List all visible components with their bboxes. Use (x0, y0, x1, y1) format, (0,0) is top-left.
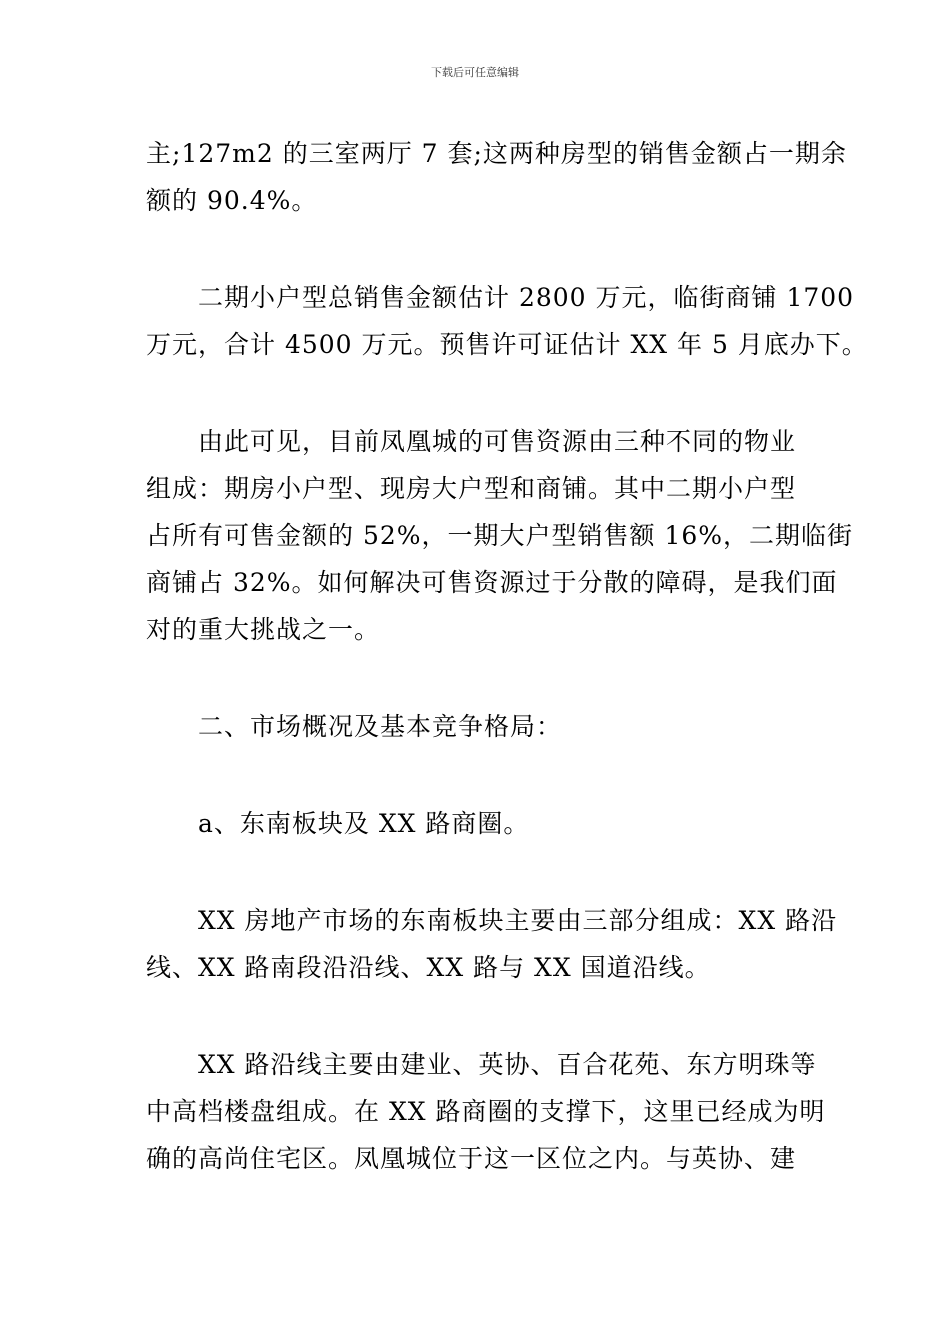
paragraph-7 (146, 1041, 826, 1182)
page-header: 下载后可任意编辑 (431, 66, 519, 79)
paragraph-line: 对的重大挑战之一。 (146, 615, 381, 644)
paragraph-3 (146, 418, 854, 653)
paragraph-line: 中高档楼盘组成。在 XX 路商圈的支撑下，这里已经成为明 (146, 1097, 826, 1126)
paragraph-line: XX 房地产市场的东南板块主要由三部分组成：XX 路沿 (198, 906, 838, 935)
paragraph-6 (146, 897, 838, 991)
paragraph-line: 二期小户型总销售金额估计 2800 万元，临街商铺 1700 (198, 283, 855, 312)
paragraph-line: 由此可见，目前凤凰城的可售资源由三种不同的物业 (198, 427, 797, 456)
paragraph-line: 商铺占 32%。如何解决可售资源过于分散的障碍，是我们面 (146, 568, 838, 597)
paragraph-line: 组成：期房小户型、现房大户型和商铺。其中二期小户型 (146, 474, 797, 503)
paragraph-line: 线、XX 路南段沿沿线、XX 路与 XX 国道沿线。 (146, 953, 711, 982)
section-heading-text: 二、市场概况及基本竞争格局： (198, 712, 563, 741)
paragraph-line: 额的 90.4%。 (146, 186, 318, 215)
paragraph-line: 主;127m2 的三室两厅 7 套;这两种房型的销售金额占一期余 (146, 139, 847, 168)
paragraph-line: XX 路沿线主要由建业、英协、百合花苑、东方明珠等 (198, 1050, 817, 1079)
section-heading (146, 703, 806, 750)
paragraph-line: 占所有可售金额的 52%，一期大户型销售额 16%，二期临街 (146, 521, 854, 550)
paragraph-1 (146, 130, 847, 224)
paragraph-line: 确的高尚住宅区。凤凰城位于这一区位之内。与英协、建 (146, 1144, 797, 1173)
subsection-heading-text: a、东南板块及 XX 路商圈。 (198, 809, 530, 838)
document-body (146, 130, 868, 1182)
paragraph-line: 万元，合计 4500 万元。预售许可证估计 XX 年 5 月底办下。 (146, 330, 868, 359)
paragraph-2 (146, 274, 868, 368)
subsection-heading (146, 800, 806, 847)
